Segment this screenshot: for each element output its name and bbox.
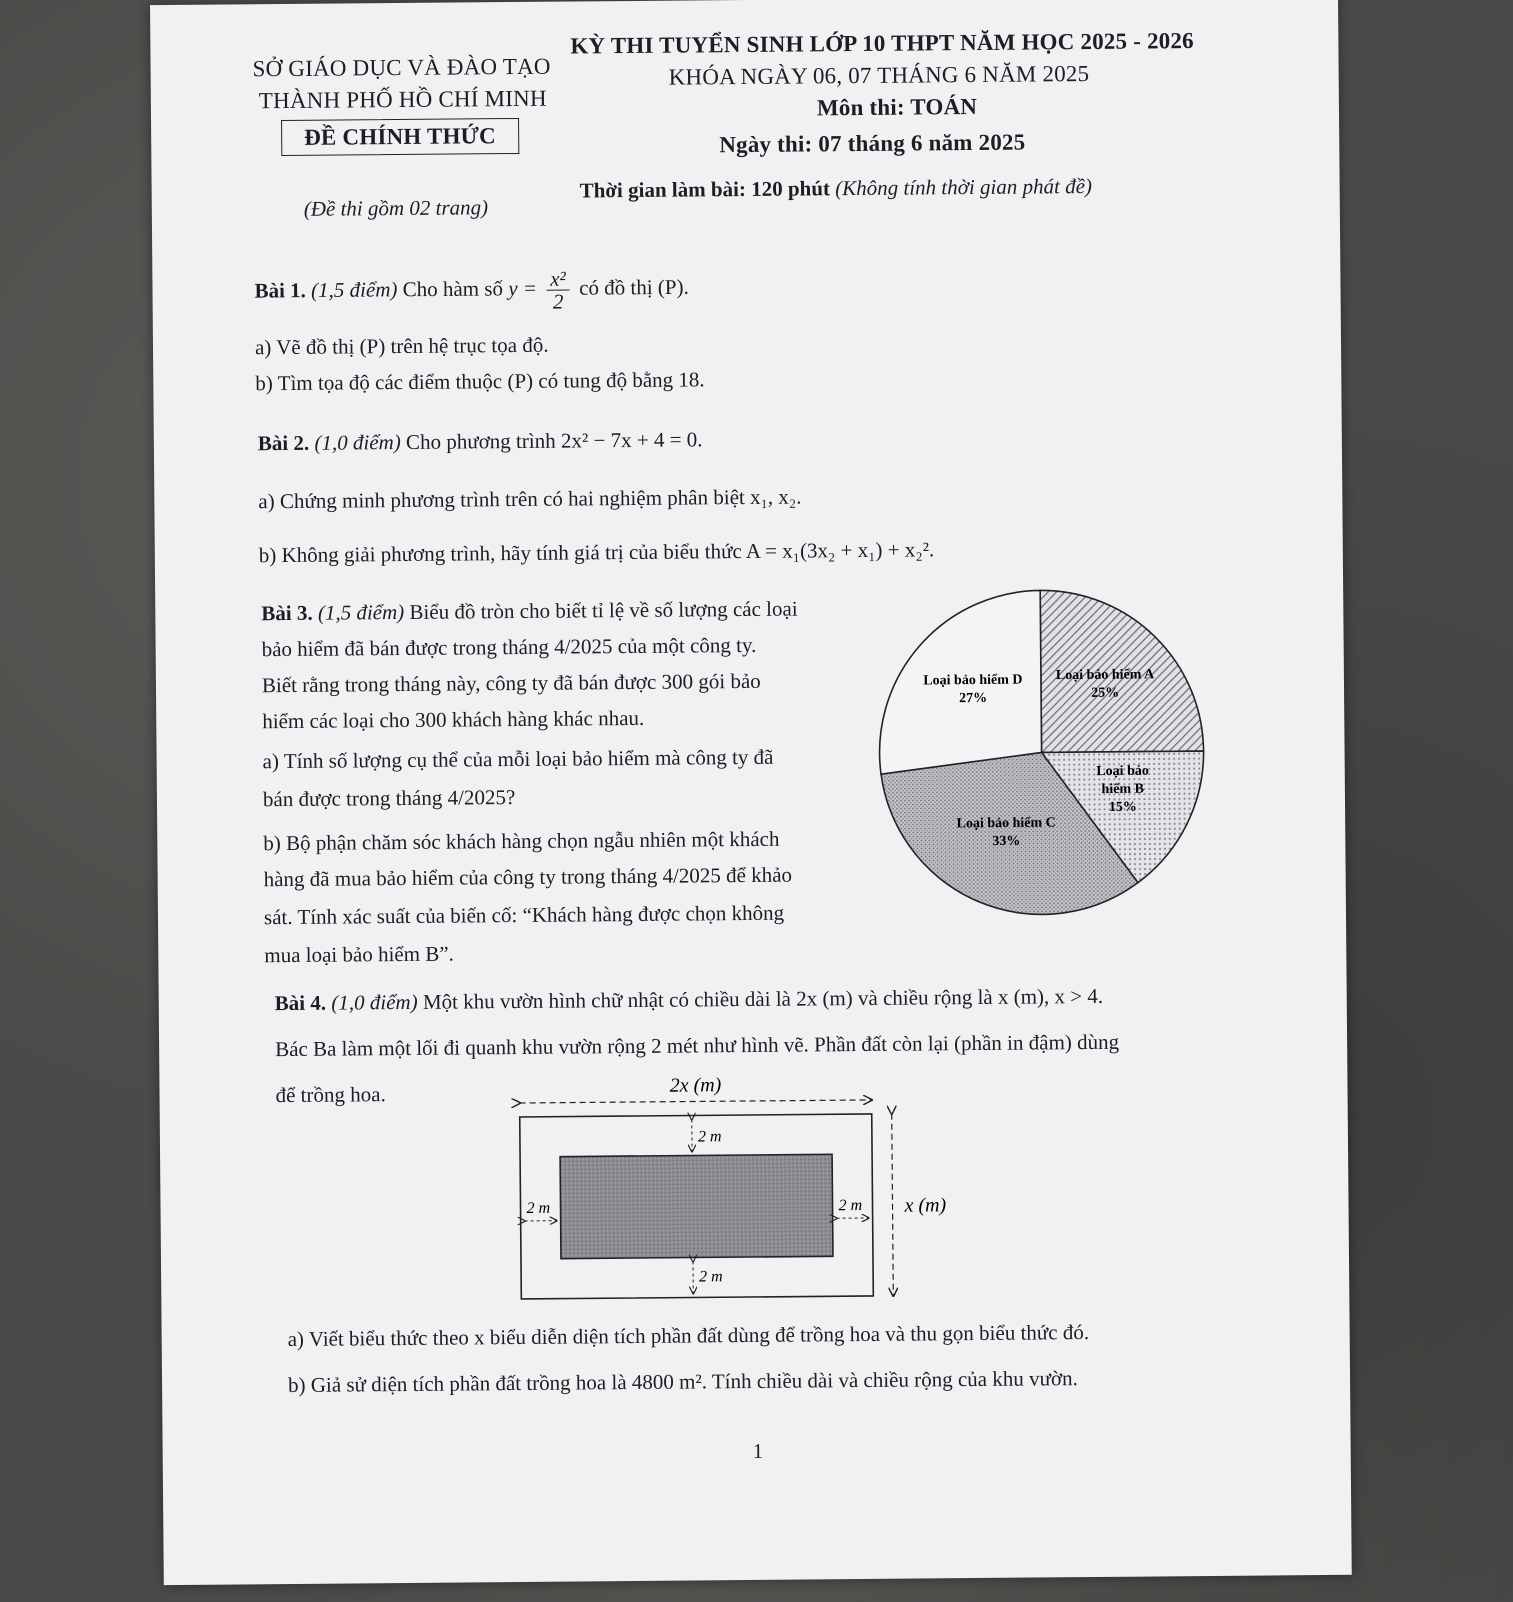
exam-date: Ngày thi: 07 tháng 6 năm 2025 [719, 129, 1026, 158]
bai1-func-num: x² [546, 268, 570, 291]
bai4-b: b) Giả sử diện tích phần đất trồng hoa là 4800 m². Tính chiều dài và chiều rộng của khu vườn. [287, 1366, 1078, 1398]
pie-label-c: Loại bảo hiểm C 33% [956, 815, 1056, 850]
page-number: 1 [752, 1438, 764, 1463]
width-dimension-arrow [892, 1114, 894, 1296]
bai4-text: Một khu vườn hình chữ nhật có chiều dài là 2x (m) và chiều rộng là x (m), x > 4. [422, 983, 1104, 1014]
left-gap-label: 2 m [526, 1199, 551, 1217]
length-dimension-arrow [520, 1100, 872, 1103]
bai1-points: (1,5 điểm) [311, 277, 398, 303]
bai3-intro: Biểu đồ tròn cho biết tỉ lệ về số lượng các loại [409, 596, 798, 624]
bottom-gap-label: 2 m [699, 1268, 723, 1286]
exam-time-note: (Không tính thời gian phát đề) [835, 173, 1093, 201]
official-badge: ĐỀ CHÍNH THỨC [281, 118, 519, 156]
bai2-b: b) Không giải phương trình, hãy tính giá trị của biểu thức A = x₁(3x₂ + x₁) + x₂². [258, 537, 935, 568]
bai3-b-line-2: hàng đã mua bảo hiểm của công ty trong tháng 4/2025 để khảo [263, 862, 793, 892]
bai3-a-line-2: bán được trong tháng 4/2025? [262, 785, 516, 812]
pages-note: (Đề thi gồm 02 trang) [303, 195, 489, 221]
width-label: x (m) [904, 1194, 947, 1217]
bai4-a: a) Viết biểu thức theo x biểu diễn diện tích phần đất dùng để trồng hoa và thu gọn biểu thức đó. [287, 1320, 1090, 1352]
bai1-intro: Cho hàm số [402, 276, 504, 302]
bai3-b-line-3: sát. Tính xác suất của biến cố: “Khách hàng được chọn không [263, 900, 785, 930]
bai3-a-line-1: a) Tính số lượng cụ thể của mỗi loại bảo hiểm mà công ty đã [262, 744, 774, 774]
exam-subject: Môn thi: TOÁN [816, 93, 978, 121]
top-gap-label: 2 m [697, 1128, 722, 1146]
flower-bed-rect [560, 1154, 833, 1258]
bai1-func-lhs: y = [508, 276, 538, 301]
bai1-tail: có đồ thị (P). [579, 274, 689, 300]
exam-time-bold: Thời gian làm bài: 120 phút [579, 176, 831, 203]
bai3-points: (1,5 điểm) [317, 599, 405, 625]
bai2-points: (1,0 điểm) [314, 430, 401, 455]
bai4-line-1 [275, 981, 1104, 1018]
exam-session: KHÓA NGÀY 06, 07 THÁNG 6 NĂM 2025 [668, 60, 1090, 90]
bai4-label: Bài 4. [274, 990, 327, 1016]
bai2-a: a) Chứng minh phương trình trên có hai nghiệm phân biệt x₁, x₂. [258, 484, 802, 514]
exam-paper [150, 0, 1352, 1585]
dept-line2: THÀNH PHỐ HỒ CHÍ MINH [258, 85, 547, 114]
bai2-header [258, 424, 703, 458]
bai3-b-line-4: mua loại bảo hiểm B”. [264, 941, 454, 968]
pie-label-d: Loại bảo hiểm D 27% [923, 672, 1023, 707]
insurance-pie-chart [870, 581, 1213, 924]
garden-figure [499, 1073, 981, 1302]
right-gap-label: 2 m [838, 1197, 863, 1215]
exam-title: KỲ THI TUYỂN SINH LỚP 10 THPT NĂM HỌC 2025 - 2026 [570, 28, 1194, 59]
bai1-fraction [546, 268, 570, 313]
pie-label-a: Loại bảo hiểm A 25% [1055, 667, 1155, 701]
pie-label-b: Loại bảo hiểm B 15% [1096, 763, 1149, 816]
bai4-points: (1,0 điểm) [331, 989, 418, 1015]
bai3-b-line-1: b) Bộ phận chăm sóc khách hàng chọn ngẫu nhiên một khách [263, 826, 780, 856]
pie-slices [878, 589, 1205, 916]
dept-line1: SỞ GIÁO DỤC VÀ ĐÀO TẠO [252, 53, 551, 82]
bai3-line-2: bảo hiểm đã bán được trong tháng 4/2025 của một công ty. [261, 632, 757, 662]
bai1-a: a) Vẽ đồ thị (P) trên hệ trục tọa độ. [254, 332, 549, 360]
bai3-line-4: hiểm các loại cho 300 khách hàng khác nhau. [262, 705, 645, 734]
bai4-line-2: Bác Ba làm một lối đi quanh khu vườn rộng 2 mét như hình vẽ. Phần đất còn lại (phần in đậm) dùng [275, 1029, 1120, 1062]
bai2-label: Bài 2. [257, 430, 310, 456]
bai3-line-1 [261, 594, 798, 629]
exam-time [580, 171, 1093, 205]
bai1-header [254, 266, 689, 315]
length-label: 2x (m) [669, 1074, 722, 1097]
bai1-label: Bài 1. [254, 278, 306, 303]
bai1-b: b) Tìm tọa độ các điểm thuộc (P) có tung độ bằng 18. [255, 367, 705, 396]
bai3-line-3: Biết rằng trong tháng này, công ty đã bán được 300 gói bảo [261, 668, 761, 698]
bai4-line-3: để trồng hoa. [275, 1082, 386, 1108]
bai1-func-den: 2 [552, 289, 564, 314]
bai2-text: Cho phương trình 2x² − 7x + 4 = 0. [405, 427, 703, 454]
bai3-label: Bài 3. [261, 600, 313, 626]
